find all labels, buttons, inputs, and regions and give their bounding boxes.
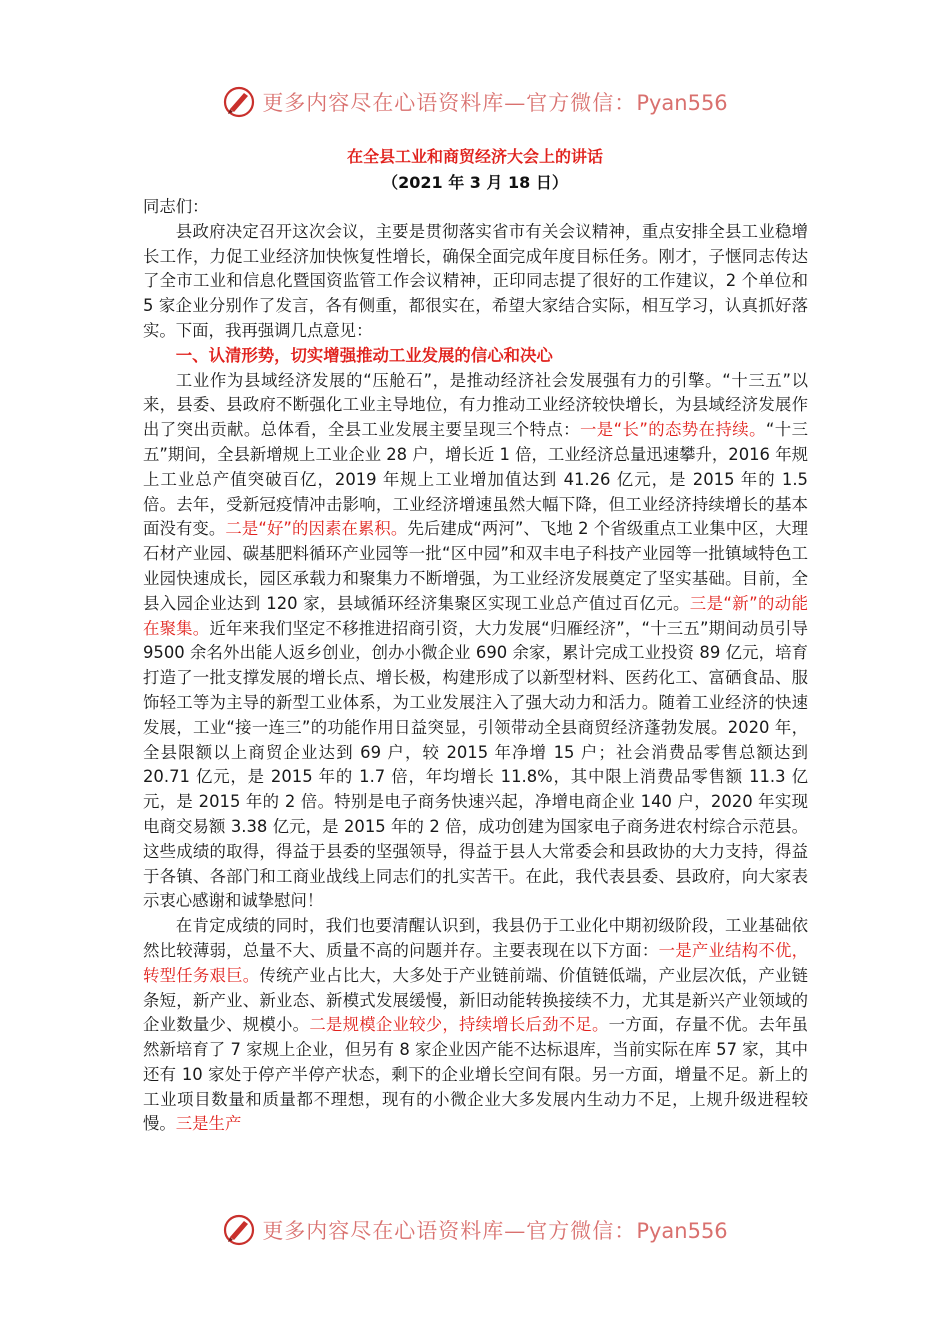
highlight-point-2: 二是“好”的因素在累积。	[225, 519, 408, 539]
watermark-text: 更多内容尽在心语资料库—官方微信：Pyan556	[262, 1219, 728, 1243]
wechat-id: Pyan556	[636, 1219, 728, 1243]
problem-point-3: 三是生产	[175, 1114, 242, 1134]
document-title: 在全县工业和商贸经济大会上的讲话	[346, 147, 603, 166]
paragraph-problems: 在肯定成绩的同时，我们也要清醒认识到，我县仍于工业化中期初级阶段，工业基础依然比较薄弱，总量不大、质量不高的问题并存。主要表现在以下方面：一是产业结构不优，转型任务艰巨。传统产业占比大，大多处于产业链前端、价值链低端，产业层次低，产业链条短，新产业、新业态、新模式发展缓慢，新旧动能转换接续不力，尤其是新兴产业领域的企业数量少、规模小。二是规模企业较少，持续增长后劲不足。一方面，存量不优。去年虽然新培育了 7 家规上企业，但另有 8 家企业因产能不达标退库，当前实际在库 57 家，其中还有 10 家处于停产半停产状态，剩下的企业增长空间有限。另一方面，增量不足。新上的工业项目数量和质量都不理想，现有的小微企业大多发展内生动力不足，上规升级进程较慢。三是生产	[143, 916, 809, 1134]
pen-logo-icon	[222, 1213, 256, 1247]
document-date: （2021 年 3 月 18 日）	[382, 173, 568, 192]
highlight-point-1: 一是“长”的态势在持续。	[580, 420, 766, 440]
watermark-text: 更多内容尽在心语资料库—官方微信：Pyan556	[262, 91, 728, 115]
footer-watermark-banner	[0, 1210, 950, 1250]
paragraph-achievements: 工业作为县域经济发展的“压舱石”，是推动经济社会发展强有力的引擎。“十三五”以来，县委、县政府不断强化工业主导地位，有力推动工业经济较快增长，为县域经济发展作出了突出贡献。总体看，全县工业发展主要呈现三个特点：一是“长”的态势在持续。“十三五”期间，全县新增规上工业企业 28 户，增长近 1 倍，工业经济总量迅速攀升，2016 年规上工业总产值突破百亿，2019 年规上工业增加值达到 41.26 亿元，是 2015 年的 1.5 倍。去年，受新冠疫情冲击影响，工业经济增速虽然大幅下降，但工业经济持续增长的基本面没有变。二是“好”的因素在累积。先后建成“两河”、飞地 2 个省级重点工业集中区，大理石材产业园、碳基肥料循环产业园等一批“区中园”和双丰电子科技产业园等一批镇域特色工业园快速成长，园区承载力和聚集力不断增强，为工业经济发展奠定了坚实基础。目前，全县入园企业达到 120 家，县域循环经济集聚区实现工业总产值过百亿元。三是“新”的动能在聚集。近年来我们坚定不移推进招商引资，大力发展“归雁经济”，“十三五”期间动员引导 9500 余名外出能人返乡创业，创办小微企业 690 余家，累计完成工业投资 89 亿元，培育打造了一批支撑发展的增长点、增长极，构建形成了以新型材料、医药化工、富硒食品、服饰轻工等为主导的新型工业体系，为工业发展注入了强大动力和活力。随着工业经济的快速发展，工业“接一连三”的功能作用日益突显，引领带动全县商贸经济蓬勃发展。2020 年，全县限额以上商贸企业达到 69 户，较 2015 年净增 15 户；社会消费品零售总额达到 20.71 亿元，是 2015 年的 1.7 倍，年均增长 11.8%，其中限上消费品零售额 11.3 亿元，是 2015 年的 2 倍。特别是电子商务快速兴起，净增电商企业 140 户，2020 年实现电商交易额 3.38 亿元，是 2015 年的 2 倍，成功创建为国家电子商务进农村综合示范县。这些成绩的取得，得益于县委的坚强领导，得益于县人大常委会和县政协的大力支持，得益于各镇、各部门和工商业战线上同志们的扎实苦干。在此，我代表县委、县政府，向大家表示衷心感谢和诚挚慰问！	[143, 370, 809, 911]
pen-logo-icon	[222, 85, 256, 119]
header-watermark-banner	[0, 82, 950, 122]
highlight-point-3: 三是“新”的动能在聚集。	[143, 593, 809, 638]
intro-paragraph: 县政府决定召开这次会议，主要是贯彻落实省市有关会议精神，重点安排全县工业稳增长工作，力促工业经济加快恢复性增长，确保全面完成年度目标任务。刚才，子惬同志传达了全市工业和信息化暨国资监管工作会议精神，正印同志提了很好的工作建议，2 个单位和 5 家企业分别作了发言，各有侧重，都很实在，希望大家结合实际，相互学习，认真抓好落实。下面，我再强调几点意见：	[143, 221, 808, 340]
problem-point-2: 二是规模企业较少，持续增长后劲不足。	[309, 1015, 609, 1035]
wechat-id: Pyan556	[636, 91, 728, 115]
document-body	[143, 195, 808, 1137]
section-heading-1: 一、认清形势，切实增强推动工业发展的信心和决心	[175, 345, 553, 365]
salutation: 同志们：	[143, 197, 209, 216]
problem-point-1: 一是产业结构不优，转型任务艰巨。	[143, 940, 809, 985]
